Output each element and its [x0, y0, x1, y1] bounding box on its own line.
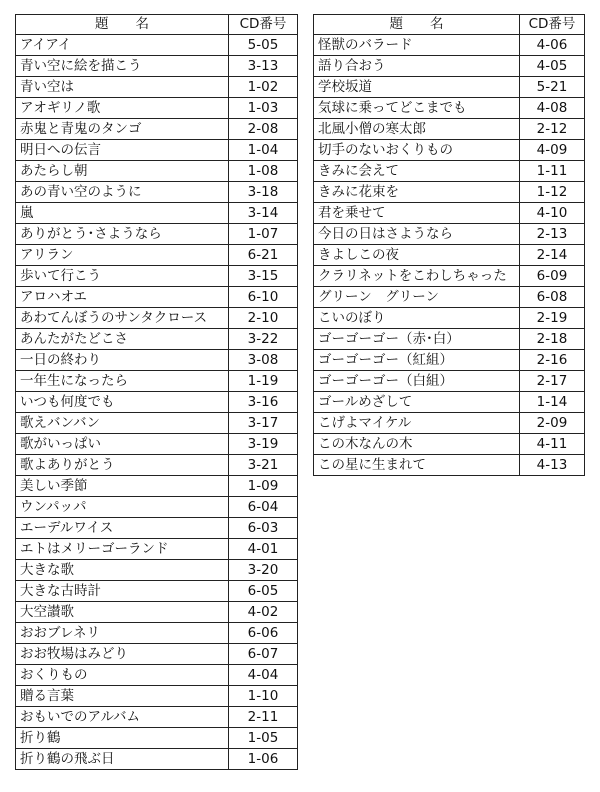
song-title: 君を乗せて	[314, 203, 520, 224]
table-row	[314, 182, 585, 203]
song-title: ゴールめざして	[314, 392, 520, 413]
song-title: ありがとう･さようなら	[16, 224, 229, 245]
table-row	[16, 140, 298, 161]
song-title: エトはメリーゴーランド	[16, 539, 229, 560]
cd-number: 1-03	[229, 98, 298, 119]
table-row	[16, 245, 298, 266]
table-row	[16, 371, 298, 392]
table-row	[16, 224, 298, 245]
cd-number: 3-13	[229, 56, 298, 77]
table-row	[16, 77, 298, 98]
song-title: こいのぼり	[314, 308, 520, 329]
cd-number: 2-12	[520, 119, 585, 140]
song-title: おもいでのアルバム	[16, 707, 229, 728]
song-title: おおブレネリ	[16, 623, 229, 644]
cd-number: 3-19	[229, 434, 298, 455]
cd-number: 3-08	[229, 350, 298, 371]
song-title: 学校坂道	[314, 77, 520, 98]
cd-number: 3-14	[229, 203, 298, 224]
table-row	[16, 539, 298, 560]
table-row	[16, 560, 298, 581]
table-row	[314, 434, 585, 455]
cd-number: 6-03	[229, 518, 298, 539]
table-row	[16, 287, 298, 308]
table-row	[16, 686, 298, 707]
table-row	[16, 350, 298, 371]
cd-number: 6-09	[520, 266, 585, 287]
cd-number: 1-07	[229, 224, 298, 245]
cd-number: 2-19	[520, 308, 585, 329]
cd-number: 1-08	[229, 161, 298, 182]
song-title: アイアイ	[16, 35, 229, 56]
cd-number: 4-11	[520, 434, 585, 455]
cd-number: 1-06	[229, 749, 298, 770]
table-row	[314, 224, 585, 245]
cd-number: 3-22	[229, 329, 298, 350]
cd-number: 6-05	[229, 581, 298, 602]
song-table-right	[313, 14, 585, 476]
song-title: こげよマイケル	[314, 413, 520, 434]
table-row	[16, 56, 298, 77]
song-title: 怪獣のバラード	[314, 35, 520, 56]
table-row	[16, 98, 298, 119]
table-row	[314, 287, 585, 308]
cd-number: 2-10	[229, 308, 298, 329]
table-row	[314, 266, 585, 287]
table-row	[16, 203, 298, 224]
table-row	[16, 581, 298, 602]
song-title: 大きな歌	[16, 560, 229, 581]
song-title: 嵐	[16, 203, 229, 224]
cd-number: 4-10	[520, 203, 585, 224]
table-row	[16, 392, 298, 413]
cd-number: 6-21	[229, 245, 298, 266]
song-title: おお牧場はみどり	[16, 644, 229, 665]
song-table-left	[15, 14, 298, 770]
cd-number: 2-13	[520, 224, 585, 245]
cd-number: 1-05	[229, 728, 298, 749]
table-row	[314, 308, 585, 329]
table-row	[314, 455, 585, 476]
table-row	[16, 497, 298, 518]
cd-number: 5-05	[229, 35, 298, 56]
song-title: 歌えバンバン	[16, 413, 229, 434]
table-header-row	[16, 15, 298, 35]
cd-number: 1-02	[229, 77, 298, 98]
title-column-header: 題 名	[16, 15, 229, 35]
song-title: 歩いて行こう	[16, 266, 229, 287]
cd-number: 4-02	[229, 602, 298, 623]
cd-number: 4-06	[520, 35, 585, 56]
song-title: 赤鬼と青鬼のタンゴ	[16, 119, 229, 140]
song-title: ゴーゴーゴー（紅組）	[314, 350, 520, 371]
song-title: ゴーゴーゴー（赤･白）	[314, 329, 520, 350]
cd-number: 4-05	[520, 56, 585, 77]
cd-number: 2-17	[520, 371, 585, 392]
cd-number: 2-08	[229, 119, 298, 140]
song-title: アリラン	[16, 245, 229, 266]
song-title: 大きな古時計	[16, 581, 229, 602]
cd-number: 1-09	[229, 476, 298, 497]
table-row	[314, 203, 585, 224]
song-title: 大空讃歌	[16, 602, 229, 623]
table-header-row	[314, 15, 585, 35]
table-row	[16, 182, 298, 203]
cd-number: 4-04	[229, 665, 298, 686]
cd-number: 3-21	[229, 455, 298, 476]
table-row	[314, 35, 585, 56]
table-row	[16, 455, 298, 476]
table-row	[16, 476, 298, 497]
cd-number: 1-10	[229, 686, 298, 707]
cd-number: 2-18	[520, 329, 585, 350]
table-row	[16, 35, 298, 56]
song-title: ゴーゴーゴー（白組）	[314, 371, 520, 392]
table-row	[16, 728, 298, 749]
song-title: あの青い空のように	[16, 182, 229, 203]
song-title: 折り鶴	[16, 728, 229, 749]
song-title: 北風小僧の寒太郎	[314, 119, 520, 140]
cd-number: 6-07	[229, 644, 298, 665]
song-title: エーデルワイス	[16, 518, 229, 539]
table-row	[314, 329, 585, 350]
song-title: 気球に乗ってどこまでも	[314, 98, 520, 119]
song-title: 折り鶴の飛ぶ日	[16, 749, 229, 770]
song-title: きみに会えて	[314, 161, 520, 182]
table-row	[314, 245, 585, 266]
cd-number: 4-13	[520, 455, 585, 476]
cd-number: 3-16	[229, 392, 298, 413]
cd-number: 3-17	[229, 413, 298, 434]
table-row	[16, 602, 298, 623]
song-title: 歌よありがとう	[16, 455, 229, 476]
song-title: 語り合おう	[314, 56, 520, 77]
cd-number: 1-14	[520, 392, 585, 413]
title-column-header: 題 名	[314, 15, 520, 35]
cd-number: 1-11	[520, 161, 585, 182]
cd-number: 1-04	[229, 140, 298, 161]
song-title: きみに花束を	[314, 182, 520, 203]
cd-number: 6-04	[229, 497, 298, 518]
cd-number: 1-19	[229, 371, 298, 392]
table-row	[16, 623, 298, 644]
cd-number: 1-12	[520, 182, 585, 203]
cd-number: 6-08	[520, 287, 585, 308]
cd-number: 2-16	[520, 350, 585, 371]
song-title: あんたがたどこさ	[16, 329, 229, 350]
cd-number: 4-09	[520, 140, 585, 161]
cd-number: 4-01	[229, 539, 298, 560]
cd-number: 6-10	[229, 287, 298, 308]
table-row	[16, 119, 298, 140]
table-row	[16, 518, 298, 539]
song-title: 歌がいっぱい	[16, 434, 229, 455]
song-title: アロハオエ	[16, 287, 229, 308]
song-title: 美しい季節	[16, 476, 229, 497]
song-title: あたらし朝	[16, 161, 229, 182]
song-title: クラリネットをこわしちゃった	[314, 266, 520, 287]
table-row	[16, 749, 298, 770]
table-row	[314, 56, 585, 77]
cd-column-header: CD番号	[520, 15, 585, 35]
table-row	[16, 329, 298, 350]
table-row	[16, 644, 298, 665]
table-row	[314, 350, 585, 371]
song-title: 贈る言葉	[16, 686, 229, 707]
cd-number: 5-21	[520, 77, 585, 98]
table-row	[16, 434, 298, 455]
song-title: 青い空に絵を描こう	[16, 56, 229, 77]
song-title: 切手のないおくりもの	[314, 140, 520, 161]
table-row	[314, 98, 585, 119]
cd-number: 4-08	[520, 98, 585, 119]
cd-number: 3-20	[229, 560, 298, 581]
song-title: この星に生まれて	[314, 455, 520, 476]
song-title: あわてんぼうのサンタクロース	[16, 308, 229, 329]
cd-number: 2-11	[229, 707, 298, 728]
song-title: ウンパッパ	[16, 497, 229, 518]
cd-number: 6-06	[229, 623, 298, 644]
song-title: アオギリノ歌	[16, 98, 229, 119]
cd-number: 2-09	[520, 413, 585, 434]
song-title: 一年生になったら	[16, 371, 229, 392]
song-title: 一日の終わり	[16, 350, 229, 371]
table-row	[314, 119, 585, 140]
cd-number: 3-15	[229, 266, 298, 287]
table-row	[314, 392, 585, 413]
table-row	[16, 308, 298, 329]
song-title: 青い空は	[16, 77, 229, 98]
song-title: この木なんの木	[314, 434, 520, 455]
table-row	[16, 266, 298, 287]
table-row	[16, 707, 298, 728]
table-row	[314, 140, 585, 161]
song-title: いつも何度でも	[16, 392, 229, 413]
song-title: 明日への伝言	[16, 140, 229, 161]
table-row	[16, 161, 298, 182]
song-title: グリーン グリーン	[314, 287, 520, 308]
song-title: 今日の日はさようなら	[314, 224, 520, 245]
cd-column-header: CD番号	[229, 15, 298, 35]
table-row	[314, 413, 585, 434]
table-row	[314, 77, 585, 98]
table-row	[314, 371, 585, 392]
table-row	[16, 665, 298, 686]
cd-number: 2-14	[520, 245, 585, 266]
cd-number: 3-18	[229, 182, 298, 203]
song-title: きよしこの夜	[314, 245, 520, 266]
table-row	[16, 413, 298, 434]
song-title: おくりもの	[16, 665, 229, 686]
table-row	[314, 161, 585, 182]
